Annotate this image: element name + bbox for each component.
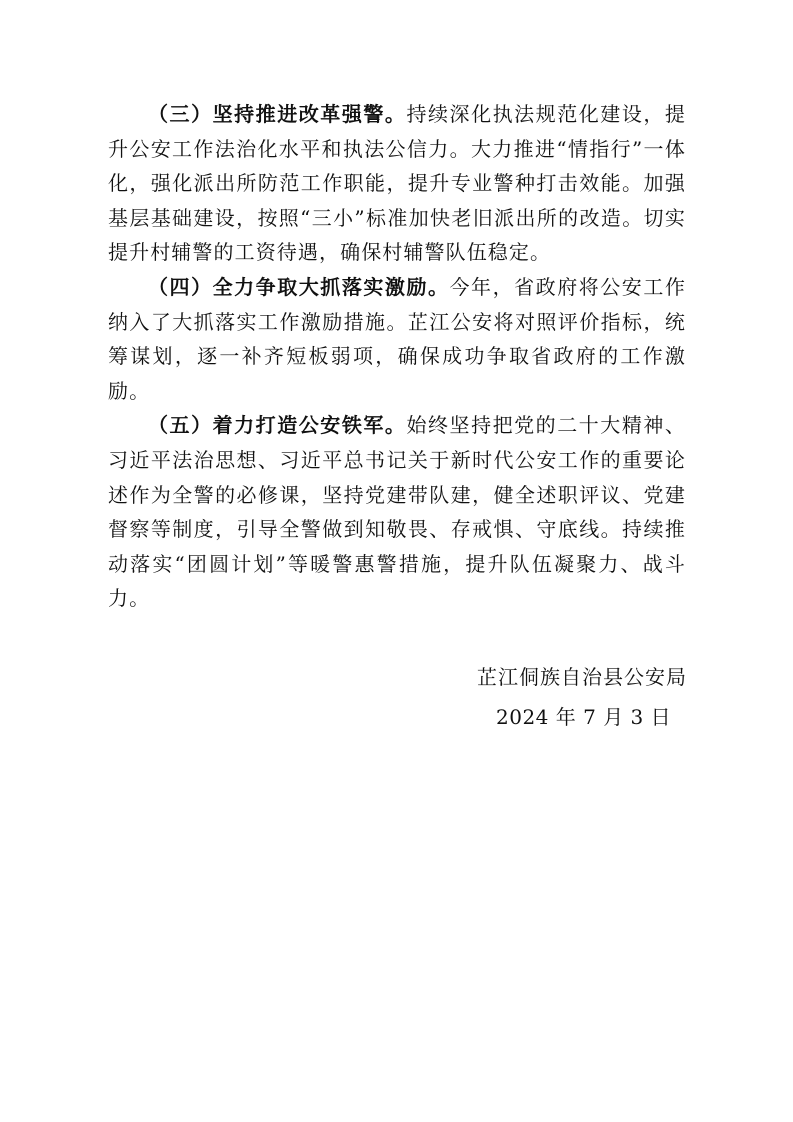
paragraph-text: 持续深化执法规范化建设，提升公安工作法治化水平和执法公信力。大力推进“情指行”一体化，强化派出所防范工作职能，提升专业警种打击效能。加强基层基础建设，按照“三小”标准加快老旧派出所的改造。切实提升村辅警的工资待遇，确保村辅警队伍稳定。: [108, 102, 686, 265]
paragraph-heading: （五）着力打造公安铁军。: [148, 413, 407, 438]
paragraph-text: 始终坚持把党的二十大精神、习近平法治思想、习近平总书记关于新时代公安工作的重要论述作为全警的必修课，坚持党建带队建，健全述职评议、党建督察等制度，引导全警做到知敬畏、存戒惧、守底线。持续推动落实“团圆计划”等暖警惠警措施，提升队伍凝聚力、战斗力。: [108, 413, 686, 611]
signature-date: 2024 年 7 月 3 日: [496, 705, 672, 729]
paragraph-incentive: [108, 270, 686, 408]
paragraph-heading: （三）坚持推进改革强警。: [148, 102, 407, 126]
paragraph-heading: （四）全力争取大抓落实激励。: [148, 274, 450, 299]
paragraph-iron-army: [108, 408, 686, 616]
paragraph-reform: [108, 97, 686, 270]
paragraph-text: 今年，省政府将公安工作纳入了大抓落实工作激励措施。芷江公安将对照评价指标，统筹谋划，逐一补齐短板弱项，确保成功争取省政府的工作激励。: [108, 274, 686, 403]
document-body: [108, 97, 686, 616]
signature-organization: 芷江侗族自治县公安局: [477, 665, 687, 689]
